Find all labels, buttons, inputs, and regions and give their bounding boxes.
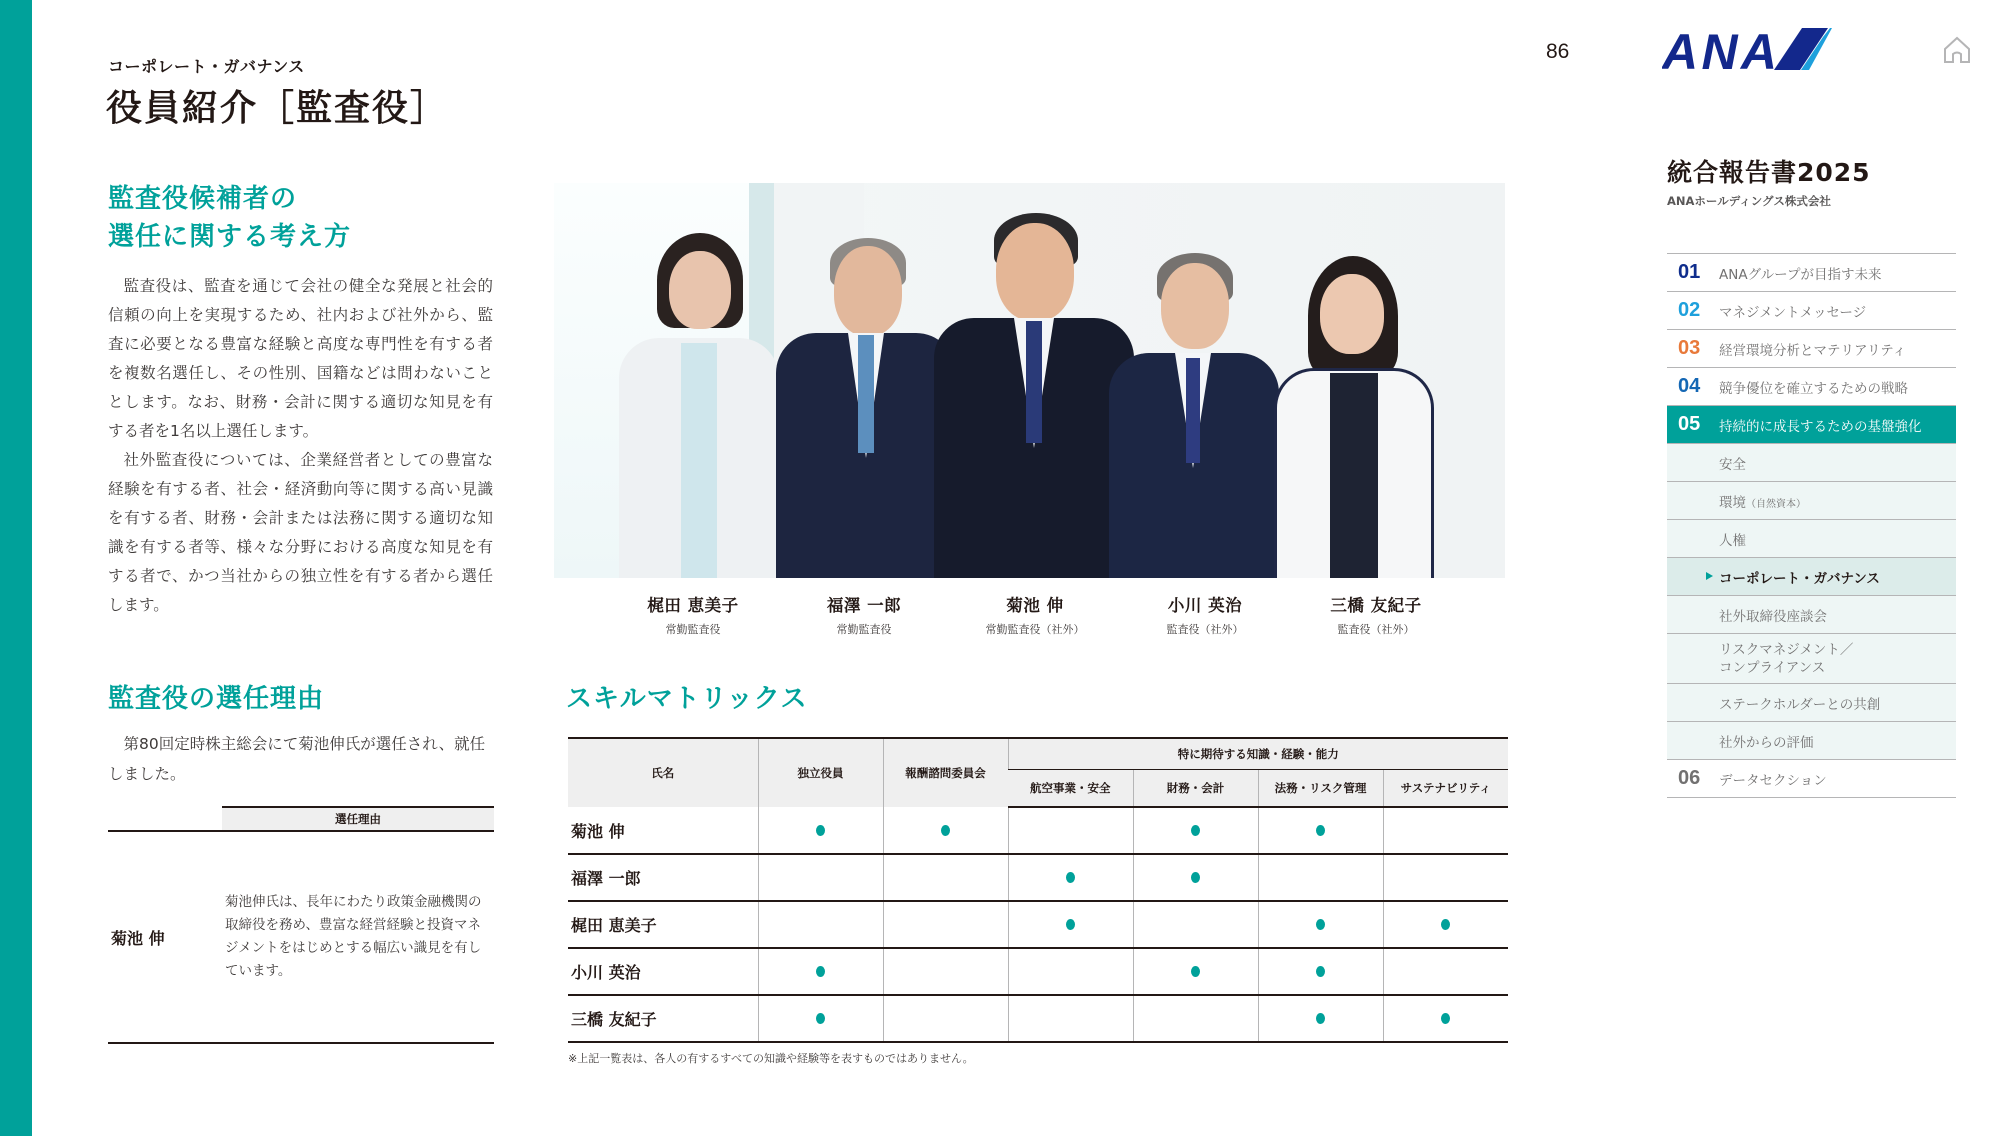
policy-paragraph: 社外監査役については、企業経営者としての豊富な経験を有する者、社会・経済動向等に関する高い見識を有する者、財務・会計または法務に関する適切な知識を有する者等、様々な分野における高度な知見を有する者で、かつ当社からの独立性を有する者から選任します。 xyxy=(108,451,493,614)
skill-cell xyxy=(1258,807,1383,854)
nav-sublabel: 人権 xyxy=(1719,532,1746,549)
skill-cell xyxy=(1258,995,1383,1042)
skill-row-name: 福澤 一郎 xyxy=(568,854,758,901)
table-header: 選任理由 xyxy=(222,806,494,830)
nav-subitem-stakeholders[interactable] xyxy=(1667,684,1956,722)
skill-dot-icon xyxy=(1066,872,1075,883)
skill-matrix-table xyxy=(568,737,1508,1043)
nav-item-01[interactable] xyxy=(1667,254,1956,292)
nav-sublabel: 社外からの評価 xyxy=(1719,734,1814,751)
skill-cell xyxy=(1258,948,1383,995)
svg-text:ANA: ANA xyxy=(1662,27,1774,73)
photo-person xyxy=(1274,256,1434,578)
col-header-skill: 航空事業・安全 xyxy=(1008,769,1133,807)
col-header-committee: 報酬諮問委員会 xyxy=(883,738,1008,807)
nav-label: 競争優位を確立するための戦略 xyxy=(1719,380,1908,397)
skill-cell xyxy=(1133,948,1258,995)
reason-intro: 第80回定時株主総会にて菊池伸氏が選任され、就任しました。 xyxy=(108,735,486,783)
home-icon[interactable] xyxy=(1942,35,1972,65)
nav-sublabel: 環境（自然資本） xyxy=(1719,494,1806,511)
skill-cell xyxy=(1383,901,1508,948)
table-row xyxy=(568,901,1508,948)
reason-name: 菊池 伸 xyxy=(111,928,165,948)
nav-subitem-environment[interactable] xyxy=(1667,482,1956,520)
skill-cell xyxy=(1258,854,1383,901)
skill-dot-icon xyxy=(1441,919,1450,930)
reason-text: 菊池伸氏は、長年にわたり政策金融機関の取締役を務め、豊富な経営経験と投資マネジメントをはじめとする幅広い識見を有しています。 xyxy=(225,894,482,979)
skill-cell xyxy=(1383,948,1508,995)
skill-cell xyxy=(1008,854,1133,901)
col-header-skill: 財務・会計 xyxy=(1133,769,1258,807)
skill-cell xyxy=(1383,995,1508,1042)
current-arrow-icon xyxy=(1706,572,1713,580)
skill-dot-icon xyxy=(816,825,825,836)
photo-person xyxy=(934,213,1134,578)
member-role: 常勤監査役 xyxy=(836,623,892,636)
nav-sublabel: コーポレート・ガバナンス xyxy=(1719,570,1880,587)
skill-dot-icon xyxy=(1191,825,1200,836)
page-title: 役員紹介［監査役］ xyxy=(106,88,449,129)
reason-heading: 監査役の選任理由 xyxy=(108,684,325,714)
skill-row-name: 梶田 恵美子 xyxy=(568,901,758,948)
nav-item-02[interactable] xyxy=(1667,292,1956,330)
nav-number: 02 xyxy=(1678,299,1701,321)
skill-dot-icon xyxy=(1191,872,1200,883)
table-row xyxy=(568,948,1508,995)
member-name: 三橋 友紀子 xyxy=(1330,596,1422,615)
nav-label: マネジメントメッセージ xyxy=(1719,304,1867,321)
nav-item-04[interactable] xyxy=(1667,368,1956,406)
skill-cell xyxy=(758,948,883,995)
skill-cell xyxy=(1008,901,1133,948)
photo-person xyxy=(776,238,956,578)
skill-dot-icon xyxy=(1191,966,1200,977)
nav-number: 04 xyxy=(1678,375,1701,397)
nav-number: 06 xyxy=(1678,767,1701,789)
skill-cell xyxy=(1133,807,1258,854)
col-header-independent: 独立役員 xyxy=(758,738,883,807)
policy-heading-line1: 監査役候補者の xyxy=(108,184,298,214)
nav-label: 経営環境分析とマテリアリティ xyxy=(1719,342,1907,359)
table-header-row xyxy=(108,806,494,832)
skill-dot-icon xyxy=(941,825,950,836)
nav-label: 持続的に成長するための基盤強化 xyxy=(1719,418,1922,435)
member-caption xyxy=(1115,592,1295,637)
skill-dot-icon xyxy=(1066,919,1075,930)
nav-sublabel: 社外取締役座談会 xyxy=(1719,608,1827,625)
table-row xyxy=(568,854,1508,901)
skill-matrix-note: ※上記一覧表は、各人の有するすべての知識や経験等を表すものではありません。 xyxy=(568,1052,974,1065)
member-role: 監査役（社外） xyxy=(1337,623,1415,636)
skill-cell xyxy=(1008,807,1133,854)
policy-paragraph: 監査役は、監査を通じて会社の健全な発展と社会的信頼の向上を実現するため、社内および社外から、監査に必要となる豊富な経験と高度な専門性を有する者を複数名選任し、その性別、国籍などは問わないこととします。なお、財務・会計に関する適切な知見を有する者を1名以上選任します。 xyxy=(108,277,493,440)
skill-cell xyxy=(883,995,1008,1042)
member-name: 小川 英治 xyxy=(1167,596,1243,615)
skill-cell xyxy=(1008,995,1133,1042)
member-name: 梶田 恵美子 xyxy=(647,596,739,615)
table-row xyxy=(568,807,1508,854)
nav-subitem-safety[interactable] xyxy=(1667,444,1956,482)
skill-cell xyxy=(1258,901,1383,948)
skill-cell xyxy=(1383,854,1508,901)
skill-cell xyxy=(758,854,883,901)
nav-label: データセクション xyxy=(1719,772,1827,789)
ana-logo[interactable] xyxy=(1662,27,1832,77)
skill-table-body xyxy=(568,807,1508,1042)
nav-sublabel: ステークホルダーとの共創 xyxy=(1719,696,1881,713)
report-company: ANAホールディングス株式会社 xyxy=(1667,194,1831,208)
nav-subitem-corporate-governance[interactable] xyxy=(1667,558,1956,596)
nav-sublabel: 安全 xyxy=(1719,456,1746,473)
skill-dot-icon xyxy=(816,966,825,977)
skill-dot-icon xyxy=(1316,1013,1325,1024)
col-header-name: 氏名 xyxy=(568,738,758,807)
skill-cell xyxy=(883,807,1008,854)
nav-number: 03 xyxy=(1678,337,1701,359)
skill-cell xyxy=(1383,807,1508,854)
skill-row-name: 菊池 伸 xyxy=(568,807,758,854)
table-row xyxy=(568,995,1508,1042)
skill-dot-icon xyxy=(1316,919,1325,930)
policy-heading-line2: 選任に関する考え方 xyxy=(108,222,352,252)
member-name: 菊池 伸 xyxy=(1006,596,1064,615)
skill-dot-icon xyxy=(816,1013,825,1024)
nav-subitem-roundtable[interactable] xyxy=(1667,596,1956,634)
nav-label: ANAグループが目指す未来 xyxy=(1719,266,1882,283)
skill-cell xyxy=(883,901,1008,948)
skill-cell xyxy=(758,901,883,948)
nav-item-03[interactable] xyxy=(1667,330,1956,368)
ana-logo-icon xyxy=(1662,27,1832,73)
member-caption xyxy=(774,592,954,637)
member-caption xyxy=(603,592,783,637)
photo-person xyxy=(1109,253,1279,578)
skill-dot-icon xyxy=(1316,966,1325,977)
policy-heading xyxy=(108,180,528,256)
photo-person xyxy=(619,233,779,578)
nav-item-05[interactable] xyxy=(1667,406,1956,444)
skill-dot-icon xyxy=(1316,825,1325,836)
col-header-skill: 法務・リスク管理 xyxy=(1258,769,1383,807)
member-role: 常勤監査役（社外） xyxy=(985,623,1085,636)
nav-item-06[interactable] xyxy=(1667,760,1956,798)
nav-subitem-external-evaluation[interactable] xyxy=(1667,722,1956,760)
skill-row-name: 小川 英治 xyxy=(568,948,758,995)
skill-cell xyxy=(883,948,1008,995)
member-caption xyxy=(1286,592,1466,637)
skill-row-name: 三橋 友紀子 xyxy=(568,995,758,1042)
member-role: 常勤監査役 xyxy=(665,623,721,636)
member-caption xyxy=(945,592,1125,637)
breadcrumb: コーポレート・ガバナンス xyxy=(108,57,305,76)
nav-subitems xyxy=(1667,444,1956,760)
skill-cell xyxy=(883,854,1008,901)
nav-sublabel: リスクマネジメント／ コンプライアンス xyxy=(1719,641,1854,676)
nav-number: 01 xyxy=(1678,261,1701,283)
nav-number: 05 xyxy=(1678,413,1701,435)
skill-cell xyxy=(1133,854,1258,901)
skill-cell xyxy=(1133,901,1258,948)
page-number: 86 xyxy=(1546,40,1570,63)
skill-cell xyxy=(1008,948,1133,995)
skill-cell xyxy=(1133,995,1258,1042)
group-photo xyxy=(554,183,1505,578)
accent-sidebar-bar xyxy=(0,0,32,1136)
col-group-header: 特に期待する知識・経験・能力 xyxy=(1008,738,1508,769)
col-header-skill: サステナビリティ xyxy=(1383,769,1508,807)
skill-dot-icon xyxy=(1441,1013,1450,1024)
table-row xyxy=(108,832,494,1044)
skill-cell xyxy=(758,995,883,1042)
chapter-nav xyxy=(1667,253,1956,798)
report-title: 統合報告書2025 xyxy=(1667,158,1871,187)
nav-subitem-human-rights[interactable] xyxy=(1667,520,1956,558)
member-role: 監査役（社外） xyxy=(1166,623,1244,636)
policy-body xyxy=(108,272,493,620)
member-name: 福澤 一郎 xyxy=(826,596,902,615)
skill-cell xyxy=(758,807,883,854)
skill-matrix-heading: スキルマトリックス xyxy=(566,684,808,714)
nav-subitem-risk-compliance[interactable] xyxy=(1667,634,1956,684)
selection-reason-table xyxy=(108,806,494,1044)
